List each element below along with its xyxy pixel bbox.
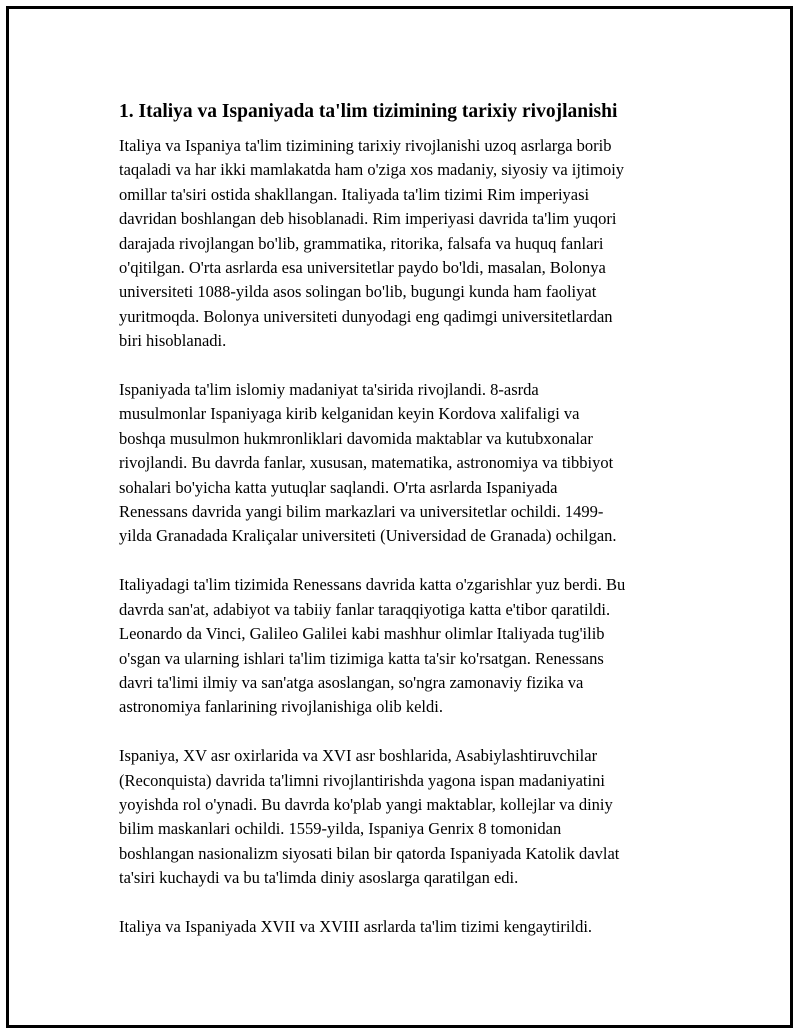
text-line: sohalari bo'yicha katta yutuqlar saqlandi. O'rta asrlarda Ispaniyada (119, 477, 558, 497)
section-title: 1. Italiya va Ispaniyada ta'lim tizimining tarixiy rivojlanishi (119, 101, 618, 122)
paragraph (119, 134, 699, 354)
page-frame (6, 6, 793, 1028)
paragraph (119, 744, 699, 890)
text-line: rivojlandi. Bu davrda fanlar, xususan, matematika, astronomiya va tibbiyot (119, 453, 614, 473)
text-line: Italiyadagi ta'lim tizimida Renessans davrida katta o'zgarishlar yuz berdi. Bu (119, 575, 626, 595)
text-line: davri ta'limi ilmiy va san'atga asoslangan, so'ngra zamonaviy fizika va (119, 672, 584, 692)
text-line: taqaladi va har ikki mamlakatda ham o'ziga xos madaniy, siyosiy va ijtimoiy (119, 160, 625, 180)
paragraph (119, 915, 699, 939)
text-line: (Reconquista) davrida ta'limni rivojlantirishda yagona ispan madaniyatini (119, 770, 605, 790)
document-body (119, 100, 699, 939)
paragraph (119, 378, 699, 549)
text-line: Italiya va Ispaniyada XVII va XVIII asrlarda ta'lim tizimi kengaytirildi. (119, 916, 593, 936)
text-line: o'sgan va ularning ishlari ta'lim tizimiga katta ta'sir ko'rsatgan. Renessans (119, 648, 604, 668)
text-line: Italiya va Ispaniya ta'lim tizimining tarixiy rivojlanishi uzoq asrlarga borib (119, 136, 612, 155)
text-line: darajada rivojlangan bo'lib, grammatika, ritorika, falsafa va huquq fanlari (119, 233, 604, 253)
text-line: davridan boshlangan deb hisoblanadi. Rim imperiyasi davrida ta'lim yuqori (119, 209, 617, 229)
paragraph (119, 573, 699, 719)
text-line: davrda san'at, adabiyot va tabiiy fanlar taraqqiyotiga katta e'tibor qaratildi. (119, 599, 611, 619)
text-line: Leonardo da Vinci, Galileo Galilei kabi mashhur olimlar Italiyada tug'ilib (119, 624, 605, 644)
text-line: yilda Granadada Kraliçalar universiteti (Universidad de Granada) ochilgan. (119, 526, 617, 546)
text-line: musulmonlar Ispaniyaga kirib kelganidan keyin Kordova xalifaligi va (119, 404, 580, 424)
text-line: boshqa musulmon hukmronliklari davomida maktablar va kutubxonalar (119, 428, 593, 448)
text-line: Ispaniya, XV asr oxirlarida va XVI asr boshlarida, Asabiylashtiruvchilar (119, 746, 598, 766)
text-line: universiteti 1088-yilda asos solingan bo'lib, bugungi kunda ham faoliyat (119, 282, 597, 302)
text-line: yoyishda rol o'ynadi. Bu davrda ko'plab yangi maktablar, kollejlar va diniy (119, 794, 613, 814)
text-line: biri hisoblanadi. (119, 331, 227, 351)
text-line: Renessans davrida yangi bilim markazlari va universitetlar ochildi. 1499- (119, 502, 604, 522)
text-line: yuritmoqda. Bolonya universiteti dunyodagi eng qadimgi universitetlardan (119, 306, 613, 326)
text-line: boshlangan nasionalizm siyosati bilan bir qatorda Ispaniyada Katolik davlat (119, 843, 620, 863)
text-line: bilim maskanlari ochildi. 1559-yilda, Ispaniya Genrix 8 tomonidan (119, 819, 562, 839)
text-line: astronomiya fanlarining rivojlanishiga olib keldi. (119, 697, 443, 717)
text-line: o'qitilgan. O'rta asrlarda esa universitetlar paydo bo'ldi, masalan, Bolonya (119, 258, 606, 278)
text-line: omillar ta'siri ostida shakllangan. Italiyada ta'lim tizimi Rim imperiyasi (119, 184, 590, 204)
text-line: Ispaniyada ta'lim islomiy madaniyat ta'sirida rivojlandi. 8-asrda (119, 380, 539, 400)
text-line: ta'siri kuchaydi va bu ta'limda diniy asoslarga qaratilgan edi. (119, 868, 519, 888)
paragraph-list (119, 134, 699, 939)
